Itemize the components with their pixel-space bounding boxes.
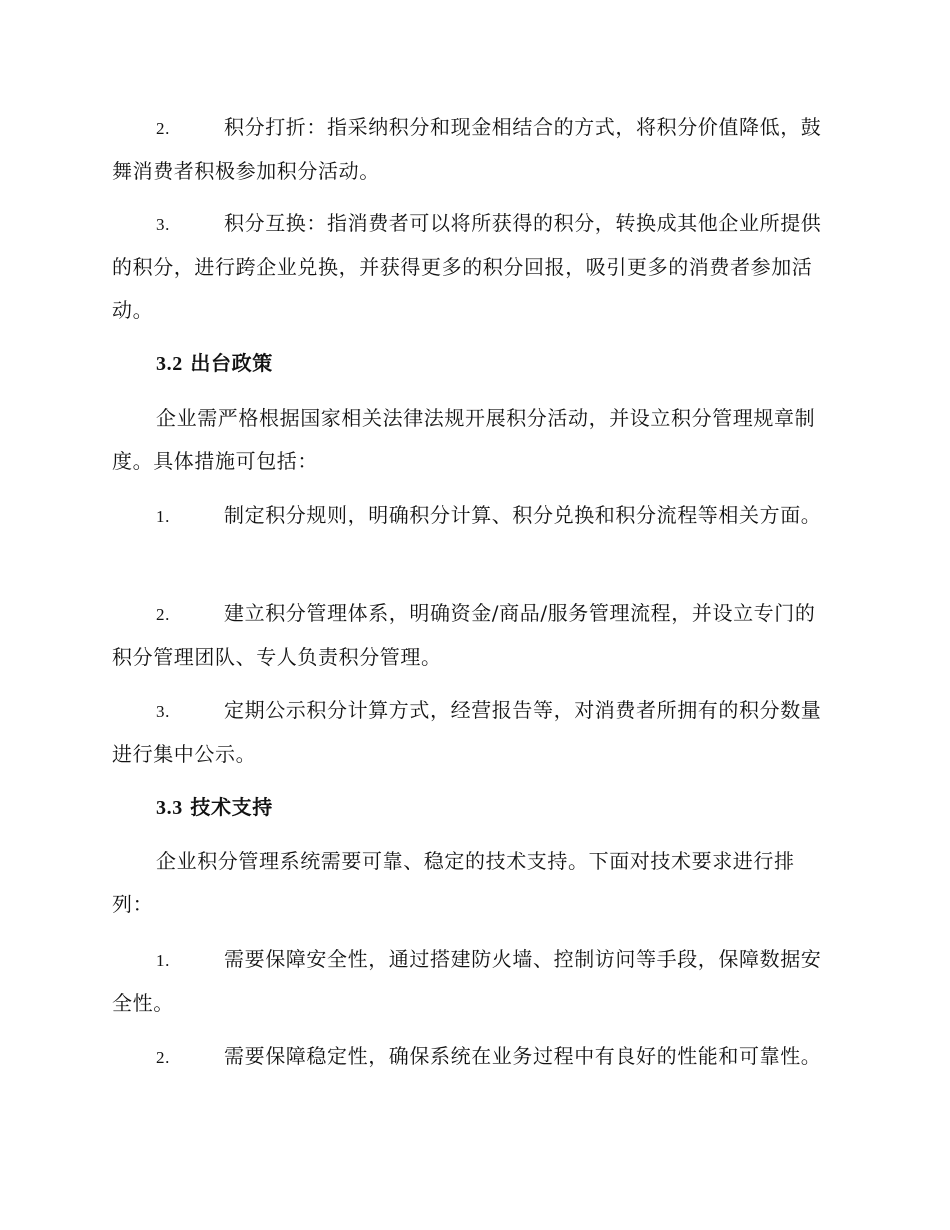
list-number: 3.	[156, 215, 170, 234]
section-title: 技术支持	[190, 795, 273, 819]
list-text: 制定积分规则，明确积分计算、积分兑换和积分流程等相关方面。	[224, 503, 822, 527]
list-number: 1.	[156, 951, 170, 970]
list-item	[112, 494, 832, 538]
list-item	[112, 689, 832, 776]
list-text: 建立积分管理体系，明确资金/商品/服务管理流程，并设立专门的积分管理团队、专人负责积分管理。	[112, 601, 816, 669]
list-text: 积分互换：指消费者可以将所获得的积分，转换成其他企业所提供的积分，进行跨企业兑换，并获得更多的积分回报，吸引更多的消费者参加活动。	[112, 211, 822, 322]
list-item	[112, 1035, 832, 1079]
section-title: 出台政策	[190, 351, 273, 375]
paragraph	[112, 840, 832, 926]
list-number: 3.	[156, 702, 170, 721]
paragraph-text: 企业需严格根据国家相关法律法规开展积分活动，并设立积分管理规章制度。具体措施可包括：	[112, 406, 816, 473]
section-heading-tech	[156, 786, 273, 830]
list-item	[112, 202, 832, 332]
section-number: 3.3	[156, 797, 183, 819]
list-text: 需要保障稳定性，确保系统在业务过程中有良好的性能和可靠性。	[224, 1044, 822, 1068]
list-text: 需要保障安全性，通过搭建防火墙、控制访问等手段，保障数据安全性。	[112, 947, 822, 1015]
list-number: 2.	[156, 605, 170, 624]
list-text: 积分打折：指采纳积分和现金相结合的方式，将积分价值降低，鼓舞消费者积极参加积分活动。	[112, 115, 822, 183]
list-number: 2.	[156, 1048, 170, 1067]
list-item	[112, 106, 832, 193]
paragraph-text: 企业积分管理系统需要可靠、稳定的技术支持。下面对技术要求进行排列：	[112, 849, 795, 916]
section-heading-policy	[156, 342, 273, 386]
list-text: 定期公示积分计算方式，经营报告等，对消费者所拥有的积分数量进行集中公示。	[112, 698, 822, 766]
list-item	[112, 592, 832, 679]
list-item	[112, 938, 832, 1025]
list-number: 2.	[156, 119, 170, 138]
paragraph	[112, 397, 832, 483]
list-number: 1.	[156, 507, 170, 526]
section-number: 3.2	[156, 353, 183, 375]
